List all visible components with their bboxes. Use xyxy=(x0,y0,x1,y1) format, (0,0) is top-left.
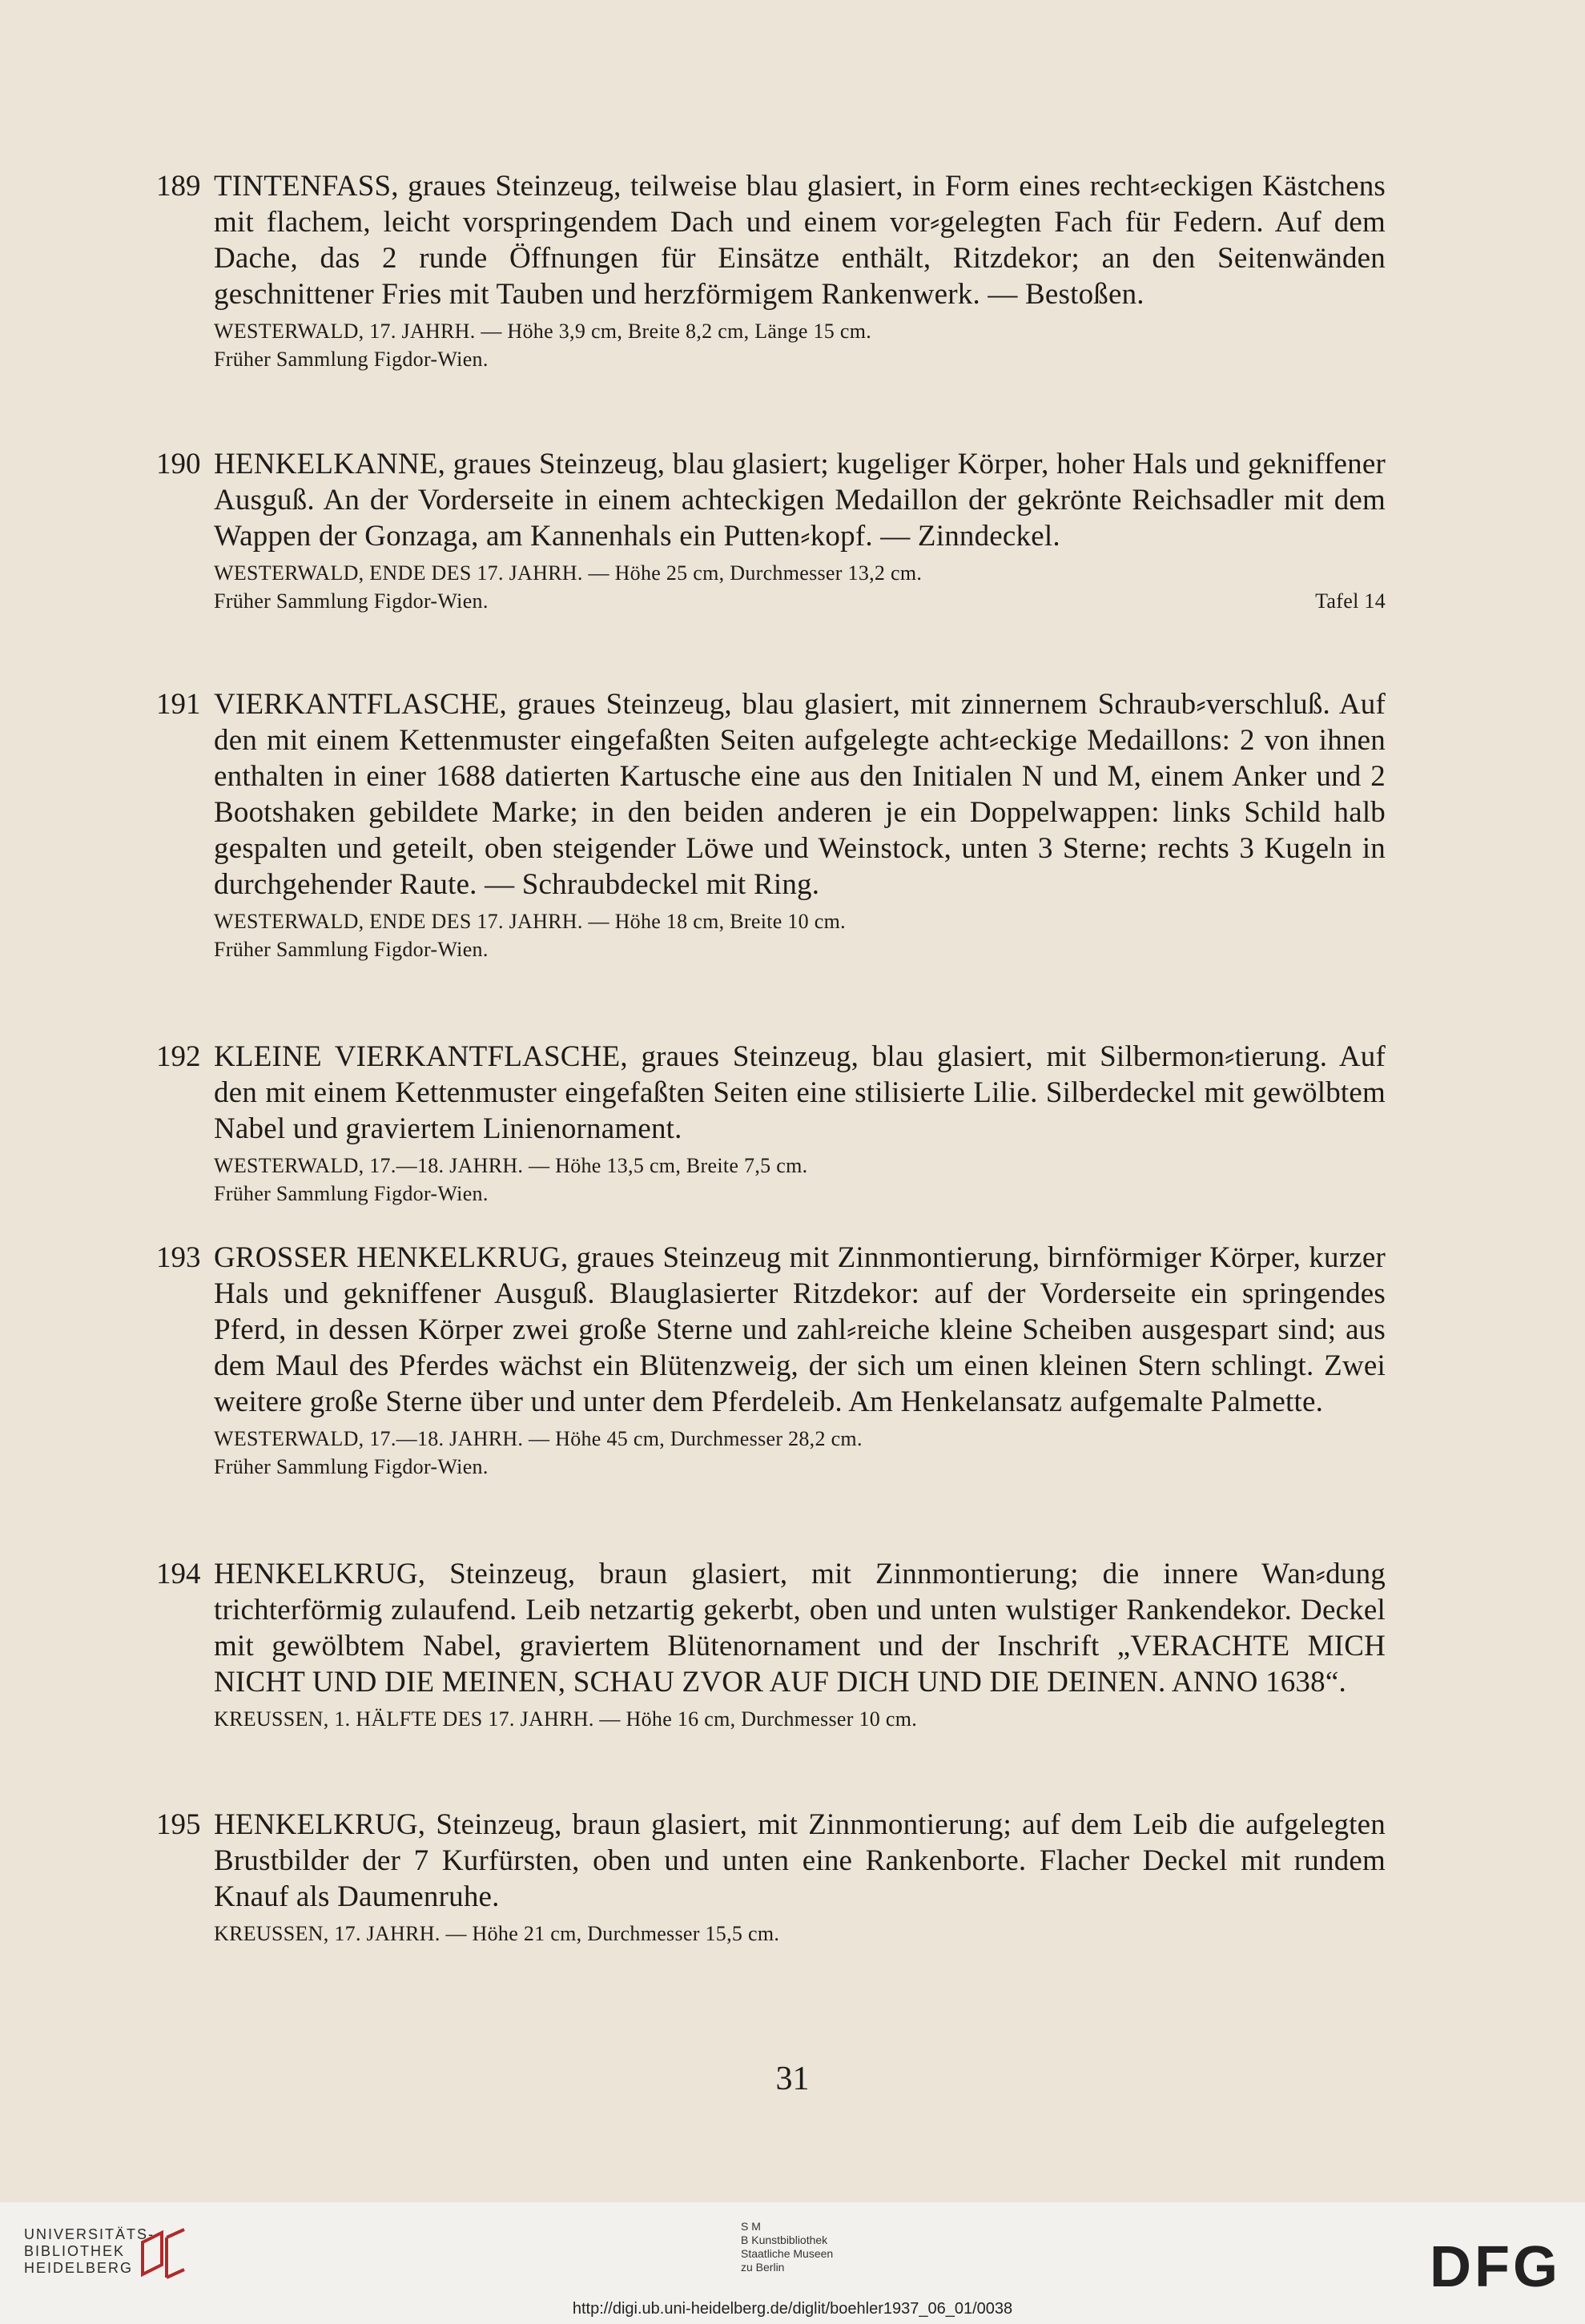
entry-origin-dimensions: WESTERWALD, 17. JAHRH. — Höhe 3,9 cm, Breite 8,2 cm, Länge 15 cm. xyxy=(214,320,872,343)
entry-number: 191 xyxy=(156,688,201,721)
entry-number: 190 xyxy=(156,448,201,480)
entry-number: 192 xyxy=(156,1040,201,1073)
entry-origin-dimensions: WESTERWALD, 17.—18. JAHRH. — Höhe 45 cm, Durchmesser 28,2 cm. xyxy=(214,1427,863,1450)
entry-number: 189 xyxy=(156,170,201,203)
catalog-entry-192 xyxy=(156,1039,1386,1208)
entry-provenance-row xyxy=(214,1453,1386,1481)
entry-provenance: Früher Sammlung Figdor-Wien. xyxy=(214,1455,489,1478)
entry-number: 193 xyxy=(156,1241,201,1274)
entry-provenance-row xyxy=(214,1180,1386,1208)
university-logo-text: UNIVERSITÄTS- BIBLIOTHEK HEIDELBERG xyxy=(24,2226,155,2276)
entry-provenance: Früher Sammlung Figdor-Wien. xyxy=(214,1182,489,1205)
entry-origin-dimensions: KREUSSEN, 17. JAHRH. — Höhe 21 cm, Durchmesser 15,5 cm. xyxy=(214,1922,780,1945)
permalink-url[interactable]: http://digi.ub.uni-heidelberg.de/diglit/boehler1937_06_01/0038 xyxy=(572,2300,1013,2318)
catalog-entry-189 xyxy=(156,168,1386,373)
entry-origin-dimensions: KREUSSEN, 1. HÄLFTE DES 17. JAHRH. — Höhe 16 cm, Durchmesser 10 cm. xyxy=(214,1707,918,1731)
entry-description: HENKELKRUG, Steinzeug, braun glasiert, mit Zinnmontierung; die innere Wan⸗dung trichterförmig zulaufend. Leib netzartig gekerbt, oben und unten wulstiger Rankendekor. Deckel mit gewölbtem Nabel, graviertem Blütenornament und der Inschrift „VERACHTE MICH NICHT UND DIE MEINEN, SCHAU ZVOR AUF DICH UND DIE DEINEN. ANNO 1638“. xyxy=(214,1558,1386,1699)
catalog-entry-191 xyxy=(156,686,1386,963)
entry-description: VIERKANTFLASCHE, graues Steinzeug, blau glasiert, mit zinnernem Schraub⸗verschluß. Auf den mit einem Kettenmuster eingefaßten Seiten aufgelegte acht⸗eckige Medaillons: 2 von ihnen enthalten in einer 1688 datierten Kartusche eine aus den Initialen N und M, einem Anker und 2 Bootshaken gebildete Marke; in den beiden anderen je ein Doppelwappen: links Schild halb gespalten und geteilt, oben steigender Löwe und Weinstock, unten 3 Sterne; rechts 3 Kugeln in durchgehender Raute. — Schraubdeckel mit Ring. xyxy=(214,688,1386,901)
entry-provenance: Früher Sammlung Figdor-Wien. xyxy=(214,589,489,613)
digitization-footer xyxy=(0,2202,1585,2324)
entry-plate: Tafel 14 xyxy=(1315,589,1386,613)
dfg-logo[interactable]: DFG xyxy=(1430,2235,1561,2299)
entry-origin-dimensions: WESTERWALD, ENDE DES 17. JAHRH. — Höhe 25 cm, Durchmesser 13,2 cm. xyxy=(214,561,923,585)
page-number: 31 xyxy=(775,2061,810,2097)
entry-number: 194 xyxy=(156,1558,201,1590)
entry-provenance-row xyxy=(214,345,1386,373)
catalog-entry-193 xyxy=(156,1240,1386,1481)
catalog-entry-194 xyxy=(156,1556,1386,1733)
entry-description: KLEINE VIERKANTFLASCHE, graues Steinzeug, blau glasiert, mit Silbermon⸗tierung. Auf den mit einem Kettenmuster eingefaßten Seiten eine stilisierte Lilie. Silberdeckel mit gewölbtem Nabel und graviertem Linienornament. xyxy=(214,1040,1386,1145)
entry-provenance-row xyxy=(214,587,1386,615)
entry-provenance: Früher Sammlung Figdor-Wien. xyxy=(214,938,489,961)
entry-origin-dimensions: WESTERWALD, 17.—18. JAHRH. — Höhe 13,5 cm, Breite 7,5 cm. xyxy=(214,1154,808,1177)
entry-description: TINTENFASS, graues Steinzeug, teilweise blau glasiert, in Form eines recht⸗eckigen Kästchens mit flachem, leicht vorspringendem Dach und einem vor⸗gelegten Fach für Federn. Auf dem Dache, das 2 runde Öffnungen für Einsätze enthält, Ritzdekor; an den Seitenwänden geschnittener Fries mit Tauben und herzförmigem Rankenwerk. — Bestoßen. xyxy=(214,170,1386,311)
university-seal-icon xyxy=(135,2226,192,2284)
entry-provenance-row xyxy=(214,935,1386,963)
catalog-entry-195 xyxy=(156,1807,1386,1948)
entry-number: 195 xyxy=(156,1808,201,1841)
entry-provenance: Früher Sammlung Figdor-Wien. xyxy=(214,348,489,371)
kunstbibliothek-logo-text: S M B Kunstbibliothek Staatliche Museen zu Berlin xyxy=(741,2220,834,2274)
entry-description: GROSSER HENKELKRUG, graues Steinzeug mit Zinnmontierung, birnförmiger Körper, kurzer Hals und gekniffener Ausguß. Blauglasierter Ritzdekor: auf der Vorderseite ein springendes Pferd, in dessen Körper zwei große Sterne und zahl⸗reiche kleine Scheiben ausgespart sind; aus dem Maul des Pferdes wächst ein Blütenzweig, der sich um einen kleinen Stern schlingt. Zwei weitere große Sterne über und unter dem Pferdeleib. Am Henkelansatz aufgemalte Palmette. xyxy=(214,1241,1386,1418)
kunstbibliothek-logo[interactable] xyxy=(741,2220,885,2274)
entry-description: HENKELKANNE, graues Steinzeug, blau glasiert; kugeliger Körper, hoher Hals und gekniffener Ausguß. An der Vorderseite in einem achteckigen Medaillon der gekrönte Reichsadler mit dem Wappen der Gonzaga, am Kannenhals ein Putten⸗kopf. — Zinndeckel. xyxy=(214,448,1386,553)
entry-origin-dimensions: WESTERWALD, ENDE DES 17. JAHRH. — Höhe 18 cm, Breite 10 cm. xyxy=(214,910,846,933)
entry-description: HENKELKRUG, Steinzeug, braun glasiert, mit Zinnmontierung; auf dem Leib die aufgelegten Brustbilder der 7 Kurfürsten, oben und unten eine Rankenborte. Flacher Deckel mit rundem Knauf als Daumenruhe. xyxy=(214,1808,1386,1913)
catalog-entry-190 xyxy=(156,446,1386,615)
